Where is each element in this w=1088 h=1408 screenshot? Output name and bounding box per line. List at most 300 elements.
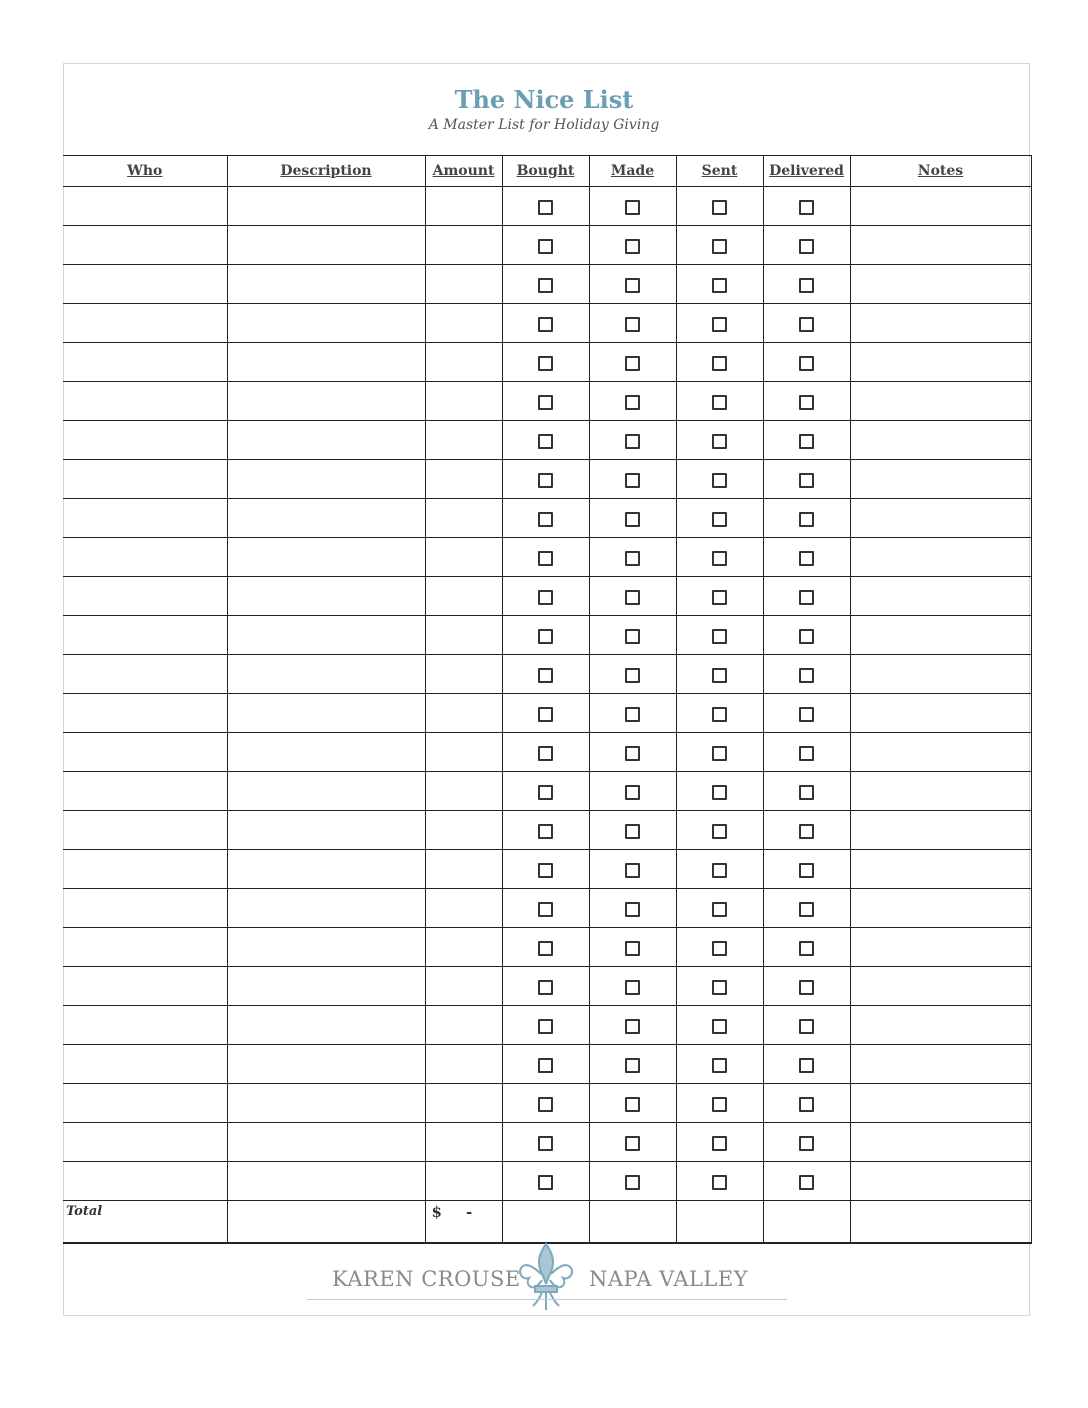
description-cell[interactable] (227, 577, 425, 616)
notes-cell[interactable] (850, 343, 1031, 382)
who-cell[interactable] (63, 733, 227, 772)
amount-cell[interactable] (425, 304, 502, 343)
made-checkbox[interactable] (625, 395, 640, 410)
made-cell (589, 655, 676, 694)
sent-checkbox[interactable] (712, 980, 727, 995)
who-cell[interactable] (63, 343, 227, 382)
table-row (63, 226, 1031, 265)
made-checkbox[interactable] (625, 551, 640, 566)
who-cell[interactable] (63, 499, 227, 538)
sent-checkbox[interactable] (712, 902, 727, 917)
bought-cell (502, 733, 589, 772)
sent-cell (676, 616, 763, 655)
made-checkbox[interactable] (625, 707, 640, 722)
made-checkbox[interactable] (625, 356, 640, 371)
notes-cell[interactable] (850, 1006, 1031, 1045)
notes-cell[interactable] (850, 1162, 1031, 1201)
notes-cell[interactable] (850, 616, 1031, 655)
amount-cell[interactable] (425, 343, 502, 382)
bought-cell (502, 850, 589, 889)
notes-cell[interactable] (850, 538, 1031, 577)
sent-checkbox[interactable] (712, 200, 727, 215)
bought-checkbox[interactable] (538, 863, 553, 878)
sent-checkbox[interactable] (712, 317, 727, 332)
made-cell (589, 967, 676, 1006)
bought-cell (502, 382, 589, 421)
who-cell[interactable] (63, 1123, 227, 1162)
amount-cell[interactable] (425, 1045, 502, 1084)
table-row (63, 655, 1031, 694)
sent-checkbox[interactable] (712, 941, 727, 956)
total-notes-cell (850, 1201, 1031, 1244)
description-cell[interactable] (227, 967, 425, 1006)
table-row (63, 1006, 1031, 1045)
bought-checkbox[interactable] (538, 1097, 553, 1112)
description-cell[interactable] (227, 499, 425, 538)
sent-checkbox[interactable] (712, 707, 727, 722)
bought-checkbox[interactable] (538, 980, 553, 995)
column-header-delivered: Delivered (763, 156, 850, 187)
made-cell (589, 889, 676, 928)
delivered-checkbox[interactable] (799, 590, 814, 605)
description-cell[interactable] (227, 304, 425, 343)
description-cell[interactable] (227, 1084, 425, 1123)
fleur-de-lis-logo (515, 1240, 577, 1314)
delivered-checkbox[interactable] (799, 785, 814, 800)
sent-cell (676, 733, 763, 772)
made-checkbox[interactable] (625, 317, 640, 332)
who-cell[interactable] (63, 928, 227, 967)
delivered-checkbox[interactable] (799, 317, 814, 332)
amount-cell[interactable] (425, 1006, 502, 1045)
made-checkbox[interactable] (625, 1019, 640, 1034)
notes-cell[interactable] (850, 460, 1031, 499)
who-cell[interactable] (63, 226, 227, 265)
total-delivered-cell (763, 1201, 850, 1244)
who-cell[interactable] (63, 889, 227, 928)
amount-cell[interactable] (425, 772, 502, 811)
total-amount-value: - (465, 1203, 473, 1221)
sent-checkbox[interactable] (712, 551, 727, 566)
description-cell[interactable] (227, 1045, 425, 1084)
bought-checkbox[interactable] (538, 629, 553, 644)
table-row (63, 421, 1031, 460)
description-cell[interactable] (227, 655, 425, 694)
table-row (63, 694, 1031, 733)
delivered-checkbox[interactable] (799, 668, 814, 683)
who-cell[interactable] (63, 694, 227, 733)
delivered-checkbox[interactable] (799, 200, 814, 215)
description-cell[interactable] (227, 616, 425, 655)
description-cell[interactable] (227, 382, 425, 421)
bought-checkbox[interactable] (538, 1175, 553, 1190)
delivered-checkbox[interactable] (799, 1058, 814, 1073)
bought-checkbox[interactable] (538, 941, 553, 956)
made-checkbox[interactable] (625, 629, 640, 644)
notes-cell[interactable] (850, 577, 1031, 616)
sent-checkbox[interactable] (712, 1097, 727, 1112)
made-checkbox[interactable] (625, 278, 640, 293)
amount-cell[interactable] (425, 460, 502, 499)
delivered-checkbox[interactable] (799, 395, 814, 410)
description-cell[interactable] (227, 460, 425, 499)
delivered-cell (763, 655, 850, 694)
table-row (63, 733, 1031, 772)
made-checkbox[interactable] (625, 785, 640, 800)
bought-cell (502, 694, 589, 733)
currency-symbol: $ (431, 1203, 442, 1221)
bought-checkbox[interactable] (538, 746, 553, 761)
sent-cell (676, 811, 763, 850)
notes-cell[interactable] (850, 850, 1031, 889)
made-cell (589, 226, 676, 265)
made-checkbox[interactable] (625, 473, 640, 488)
notes-cell[interactable] (850, 811, 1031, 850)
sent-cell (676, 382, 763, 421)
sent-checkbox[interactable] (712, 629, 727, 644)
who-cell[interactable] (63, 460, 227, 499)
column-header-made: Made (589, 156, 676, 187)
amount-cell[interactable] (425, 577, 502, 616)
amount-cell[interactable] (425, 1084, 502, 1123)
who-cell[interactable] (63, 421, 227, 460)
table-row (63, 811, 1031, 850)
sent-cell (676, 226, 763, 265)
made-cell (589, 1006, 676, 1045)
sent-checkbox[interactable] (712, 395, 727, 410)
bought-checkbox[interactable] (538, 785, 553, 800)
delivered-checkbox[interactable] (799, 902, 814, 917)
sent-checkbox[interactable] (712, 668, 727, 683)
bought-checkbox[interactable] (538, 239, 553, 254)
table-row (63, 187, 1031, 226)
who-cell[interactable] (63, 187, 227, 226)
table-row (63, 577, 1031, 616)
amount-cell[interactable] (425, 1123, 502, 1162)
amount-cell[interactable] (425, 421, 502, 460)
sent-checkbox[interactable] (712, 785, 727, 800)
delivered-cell (763, 889, 850, 928)
made-cell (589, 616, 676, 655)
sent-cell (676, 343, 763, 382)
bought-checkbox[interactable] (538, 200, 553, 215)
delivered-checkbox[interactable] (799, 356, 814, 371)
description-cell[interactable] (227, 889, 425, 928)
delivered-checkbox[interactable] (799, 1136, 814, 1151)
bought-checkbox[interactable] (538, 1136, 553, 1151)
table-row (63, 499, 1031, 538)
table-row (63, 616, 1031, 655)
delivered-checkbox[interactable] (799, 278, 814, 293)
bought-cell (502, 1084, 589, 1123)
column-header-who: Who (63, 156, 227, 187)
made-cell (589, 850, 676, 889)
amount-cell[interactable] (425, 655, 502, 694)
delivered-checkbox[interactable] (799, 707, 814, 722)
sent-cell (676, 538, 763, 577)
made-checkbox[interactable] (625, 746, 640, 761)
made-checkbox[interactable] (625, 902, 640, 917)
notes-cell[interactable] (850, 499, 1031, 538)
bought-checkbox[interactable] (538, 512, 553, 527)
notes-cell[interactable] (850, 1084, 1031, 1123)
bought-cell (502, 538, 589, 577)
notes-cell[interactable] (850, 421, 1031, 460)
notes-cell[interactable] (850, 655, 1031, 694)
notes-cell[interactable] (850, 967, 1031, 1006)
bought-cell (502, 187, 589, 226)
total-amount-cell[interactable] (425, 1201, 502, 1244)
bought-checkbox[interactable] (538, 1019, 553, 1034)
made-checkbox[interactable] (625, 512, 640, 527)
made-checkbox[interactable] (625, 1175, 640, 1190)
sent-checkbox[interactable] (712, 1058, 727, 1073)
made-checkbox[interactable] (625, 1058, 640, 1073)
description-cell[interactable] (227, 1006, 425, 1045)
description-cell[interactable] (227, 694, 425, 733)
footer-rule (307, 1299, 787, 1300)
delivered-checkbox[interactable] (799, 473, 814, 488)
bought-checkbox[interactable] (538, 1058, 553, 1073)
who-cell[interactable] (63, 382, 227, 421)
amount-cell[interactable] (425, 694, 502, 733)
description-cell[interactable] (227, 850, 425, 889)
made-cell (589, 811, 676, 850)
notes-cell[interactable] (850, 226, 1031, 265)
who-cell[interactable] (63, 850, 227, 889)
made-cell (589, 1084, 676, 1123)
sent-cell (676, 694, 763, 733)
sent-checkbox[interactable] (712, 1136, 727, 1151)
column-header-notes: Notes (850, 156, 1031, 187)
made-cell (589, 538, 676, 577)
made-checkbox[interactable] (625, 1136, 640, 1151)
table-row (63, 382, 1031, 421)
made-checkbox[interactable] (625, 941, 640, 956)
bought-checkbox[interactable] (538, 824, 553, 839)
sent-cell (676, 1123, 763, 1162)
who-cell[interactable] (63, 616, 227, 655)
amount-cell[interactable] (425, 811, 502, 850)
bought-cell (502, 655, 589, 694)
bought-cell (502, 928, 589, 967)
delivered-checkbox[interactable] (799, 629, 814, 644)
sent-checkbox[interactable] (712, 512, 727, 527)
made-cell (589, 928, 676, 967)
delivered-cell (763, 577, 850, 616)
description-cell[interactable] (227, 226, 425, 265)
description-cell[interactable] (227, 538, 425, 577)
delivered-cell (763, 382, 850, 421)
bought-cell (502, 1162, 589, 1201)
who-cell[interactable] (63, 1045, 227, 1084)
made-cell (589, 1162, 676, 1201)
notes-cell[interactable] (850, 304, 1031, 343)
delivered-cell (763, 772, 850, 811)
table-row (63, 772, 1031, 811)
amount-cell[interactable] (425, 499, 502, 538)
delivered-cell (763, 616, 850, 655)
sent-cell (676, 1084, 763, 1123)
bought-checkbox[interactable] (538, 395, 553, 410)
who-cell[interactable] (63, 967, 227, 1006)
delivered-cell (763, 187, 850, 226)
made-cell (589, 577, 676, 616)
delivered-checkbox[interactable] (799, 1097, 814, 1112)
delivered-checkbox[interactable] (799, 239, 814, 254)
made-checkbox[interactable] (625, 668, 640, 683)
made-checkbox[interactable] (625, 590, 640, 605)
made-cell (589, 265, 676, 304)
amount-cell[interactable] (425, 226, 502, 265)
bought-cell (502, 1123, 589, 1162)
bought-cell (502, 421, 589, 460)
sent-checkbox[interactable] (712, 590, 727, 605)
amount-cell[interactable] (425, 1162, 502, 1201)
bought-checkbox[interactable] (538, 902, 553, 917)
delivered-checkbox[interactable] (799, 1019, 814, 1034)
bought-checkbox[interactable] (538, 278, 553, 293)
delivered-checkbox[interactable] (799, 824, 814, 839)
made-cell (589, 421, 676, 460)
sent-checkbox[interactable] (712, 824, 727, 839)
amount-cell[interactable] (425, 382, 502, 421)
made-checkbox[interactable] (625, 200, 640, 215)
delivered-cell (763, 1006, 850, 1045)
who-cell[interactable] (63, 1162, 227, 1201)
footer-brand (307, 1238, 787, 1312)
description-cell[interactable] (227, 343, 425, 382)
bought-cell (502, 265, 589, 304)
sent-checkbox[interactable] (712, 356, 727, 371)
description-cell[interactable] (227, 1123, 425, 1162)
who-cell[interactable] (63, 811, 227, 850)
bought-checkbox[interactable] (538, 473, 553, 488)
sent-checkbox[interactable] (712, 1019, 727, 1034)
delivered-checkbox[interactable] (799, 941, 814, 956)
delivered-checkbox[interactable] (799, 980, 814, 995)
table-row (63, 850, 1031, 889)
sent-cell (676, 850, 763, 889)
sent-cell (676, 1006, 763, 1045)
notes-cell[interactable] (850, 772, 1031, 811)
description-cell[interactable] (227, 421, 425, 460)
bought-checkbox[interactable] (538, 707, 553, 722)
made-cell (589, 772, 676, 811)
delivered-cell (763, 1084, 850, 1123)
total-label: Total (63, 1201, 227, 1244)
total-description-cell (227, 1201, 425, 1244)
delivered-checkbox[interactable] (799, 1175, 814, 1190)
who-cell[interactable] (63, 304, 227, 343)
amount-cell[interactable] (425, 733, 502, 772)
sent-checkbox[interactable] (712, 239, 727, 254)
notes-cell[interactable] (850, 382, 1031, 421)
sent-checkbox[interactable] (712, 863, 727, 878)
notes-cell[interactable] (850, 733, 1031, 772)
bought-checkbox[interactable] (538, 551, 553, 566)
bought-checkbox[interactable] (538, 356, 553, 371)
bought-checkbox[interactable] (538, 317, 553, 332)
amount-cell[interactable] (425, 850, 502, 889)
delivered-cell (763, 304, 850, 343)
column-header-description: Description (227, 156, 425, 187)
amount-cell[interactable] (425, 967, 502, 1006)
amount-cell[interactable] (425, 538, 502, 577)
table-row (63, 1123, 1031, 1162)
description-cell[interactable] (227, 928, 425, 967)
page-subtitle: A Master List for Holiday Giving (428, 117, 660, 133)
description-cell[interactable] (227, 1162, 425, 1201)
amount-cell[interactable] (425, 928, 502, 967)
bought-cell (502, 967, 589, 1006)
delivered-cell (763, 460, 850, 499)
amount-cell[interactable] (425, 265, 502, 304)
who-cell[interactable] (63, 1006, 227, 1045)
delivered-checkbox[interactable] (799, 863, 814, 878)
delivered-checkbox[interactable] (799, 551, 814, 566)
delivered-checkbox[interactable] (799, 512, 814, 527)
made-checkbox[interactable] (625, 824, 640, 839)
who-cell[interactable] (63, 772, 227, 811)
bought-checkbox[interactable] (538, 590, 553, 605)
amount-cell[interactable] (425, 889, 502, 928)
sent-cell (676, 772, 763, 811)
description-cell[interactable] (227, 733, 425, 772)
delivered-cell (763, 811, 850, 850)
notes-cell[interactable] (850, 1123, 1031, 1162)
delivered-checkbox[interactable] (799, 746, 814, 761)
delivered-checkbox[interactable] (799, 434, 814, 449)
notes-cell[interactable] (850, 1045, 1031, 1084)
sent-checkbox[interactable] (712, 473, 727, 488)
made-checkbox[interactable] (625, 239, 640, 254)
description-cell[interactable] (227, 811, 425, 850)
made-cell (589, 733, 676, 772)
description-cell[interactable] (227, 772, 425, 811)
bought-checkbox[interactable] (538, 668, 553, 683)
sent-checkbox[interactable] (712, 278, 727, 293)
made-checkbox[interactable] (625, 863, 640, 878)
made-checkbox[interactable] (625, 980, 640, 995)
amount-cell[interactable] (425, 616, 502, 655)
who-cell[interactable] (63, 1084, 227, 1123)
who-cell[interactable] (63, 655, 227, 694)
who-cell[interactable] (63, 538, 227, 577)
table-body (63, 187, 1031, 1201)
sent-cell (676, 967, 763, 1006)
who-cell[interactable] (63, 265, 227, 304)
notes-cell[interactable] (850, 928, 1031, 967)
delivered-cell (763, 850, 850, 889)
who-cell[interactable] (63, 577, 227, 616)
notes-cell[interactable] (850, 694, 1031, 733)
sent-checkbox[interactable] (712, 1175, 727, 1190)
notes-cell[interactable] (850, 889, 1031, 928)
made-checkbox[interactable] (625, 434, 640, 449)
made-checkbox[interactable] (625, 1097, 640, 1112)
notes-cell[interactable] (850, 265, 1031, 304)
sent-checkbox[interactable] (712, 434, 727, 449)
made-cell (589, 343, 676, 382)
bought-checkbox[interactable] (538, 434, 553, 449)
notes-cell[interactable] (850, 187, 1031, 226)
description-cell[interactable] (227, 265, 425, 304)
description-cell[interactable] (227, 187, 425, 226)
sent-checkbox[interactable] (712, 746, 727, 761)
amount-cell[interactable] (425, 187, 502, 226)
gift-table (63, 155, 1032, 1244)
